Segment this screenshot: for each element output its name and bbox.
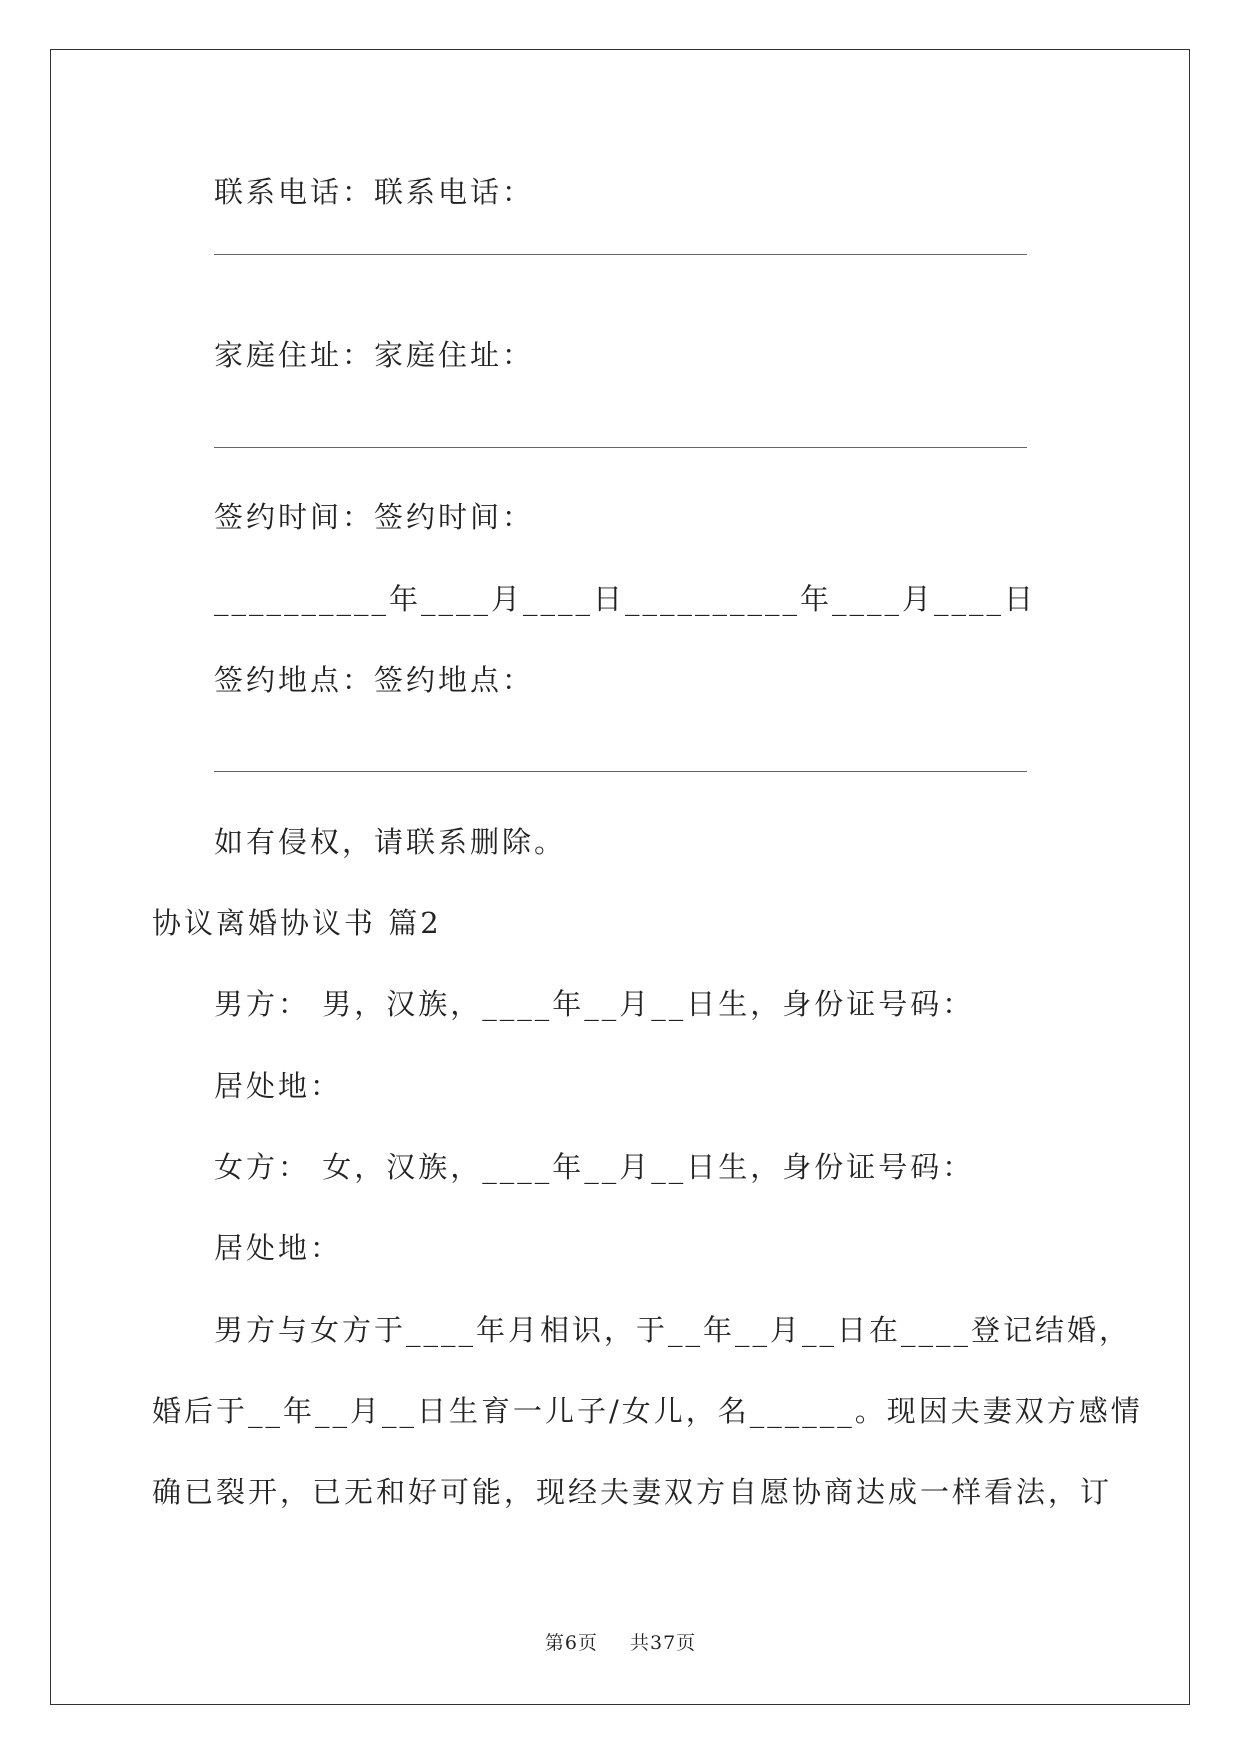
paragraph-line: 确已裂开，已无和好可能，现经夫妻双方自愿协商达成一样看法，订 [152, 1475, 1113, 1509]
female-party-info: 女方： 女，汉族，____年__月__日生，身份证号码： [214, 1150, 975, 1184]
page-footer [0, 1628, 1241, 1655]
paragraph-line: 婚后于__年__月__日生育一儿子/女儿，名______。现因夫妻双方感情 [152, 1394, 1143, 1428]
infringement-notice: 如有侵权，请联系删除。 [214, 825, 567, 859]
sign-place-label: 签约地点：签约地点： [214, 663, 535, 697]
page-total: 共37页 [630, 1632, 697, 1654]
male-residence: 居处地： [214, 1069, 343, 1103]
date-blanks: __________年____月____日__________年____月____日 [214, 582, 1037, 616]
blank-underline [214, 254, 1027, 255]
blank-underline [214, 447, 1027, 448]
section-title: 协议离婚协议书 篇2 [152, 906, 442, 940]
blank-underline [214, 771, 1027, 772]
sign-time-label: 签约时间：签约时间： [214, 500, 535, 534]
paragraph-line: 男方与女方于____年月相识，于__年__月__日在____登记结婚， [214, 1313, 1132, 1347]
page-border [50, 49, 1190, 1705]
home-address-label: 家庭住址：家庭住址： [214, 338, 535, 372]
contact-phone-label: 联系电话：联系电话： [214, 175, 535, 209]
page-number: 第6页 [544, 1632, 598, 1654]
male-party-info: 男方： 男，汉族，____年__月__日生，身份证号码： [214, 987, 975, 1021]
female-residence: 居处地： [214, 1231, 343, 1265]
